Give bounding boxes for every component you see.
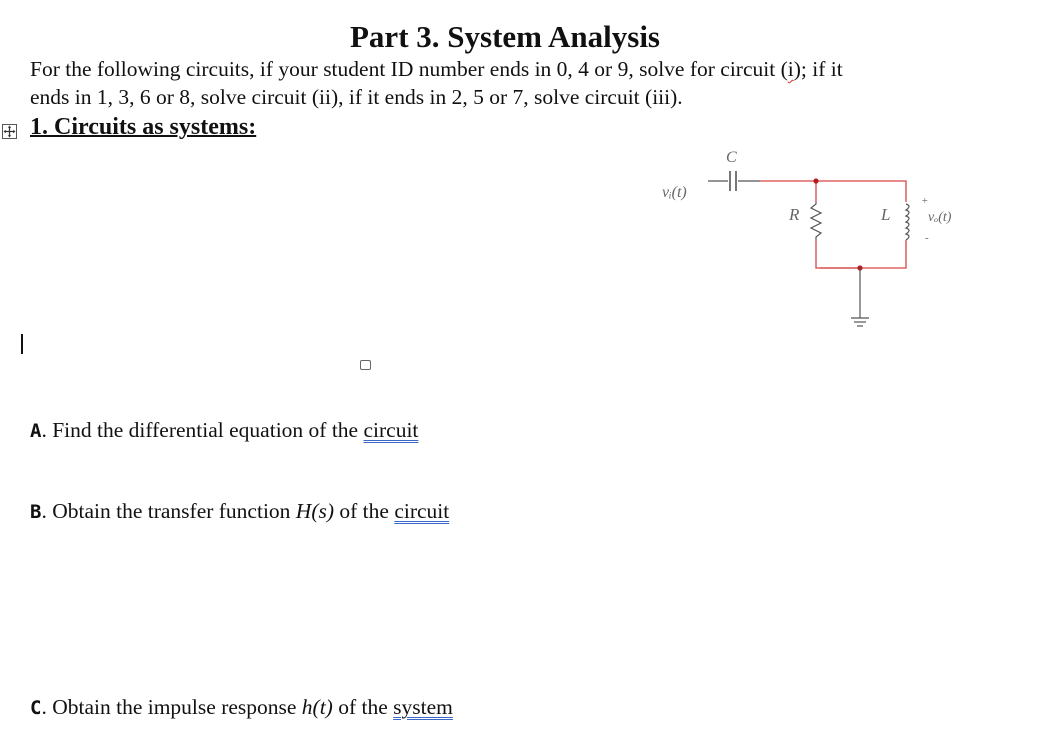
question-a (30, 418, 418, 443)
question-c (30, 695, 453, 720)
table-move-handle[interactable] (2, 124, 17, 139)
text-cursor (21, 334, 23, 354)
resistor-label: R (789, 205, 800, 224)
question-link[interactable]: system (393, 695, 453, 719)
top-node (813, 178, 818, 183)
question-b (30, 499, 449, 524)
resistor-symbol (811, 202, 821, 240)
output-plus-sign: + (921, 195, 929, 207)
input-voltage-label: vᵢ(t) (662, 184, 687, 201)
page-title: Part 3. System Analysis (350, 19, 660, 54)
question-letter: C (30, 697, 42, 719)
question-variable: h(t) (301, 695, 333, 719)
question-variable: H(s) (295, 499, 335, 523)
question-letter: B (30, 501, 42, 523)
output-voltage-label: vₒ(t) (928, 210, 952, 225)
intro-line-1-post: ); if it (793, 57, 843, 81)
inductor-label: L (881, 205, 891, 224)
section-heading: 1. Circuits as systems: (30, 114, 257, 140)
top-right-wire (760, 181, 906, 268)
intro-line-1 (30, 57, 843, 82)
question-text: . Obtain the transfer function (41, 499, 296, 523)
question-letter: A (30, 420, 42, 442)
spelling-flag[interactable]: i (787, 57, 794, 81)
question-text-mid: of the (332, 695, 394, 719)
question-text: . Obtain the impulse response (41, 695, 302, 719)
capacitor-label: C (726, 149, 737, 166)
question-link[interactable]: circuit (394, 499, 450, 523)
resistor-bottom-wire (816, 240, 860, 268)
intro-line-1-pre: For the following circuits, if your student ID number ends in 0, 4 or 9, solve for circuit ( (30, 57, 788, 81)
rl-circuit-diagram[interactable] (640, 140, 980, 340)
question-text: . Find the differential equation of the (41, 418, 364, 442)
intro-line-2: ends in 1, 3, 6 or 8, solve circuit (ii), if it ends in 2, 5 or 7, solve circuit (iii). (30, 85, 683, 109)
question-text-mid: of the (334, 499, 395, 523)
object-anchor-icon[interactable] (360, 360, 371, 370)
output-minus-sign: - (925, 232, 929, 244)
move-arrows-icon (3, 125, 16, 138)
inductor-symbol (906, 204, 909, 240)
question-link[interactable]: circuit (363, 418, 419, 442)
